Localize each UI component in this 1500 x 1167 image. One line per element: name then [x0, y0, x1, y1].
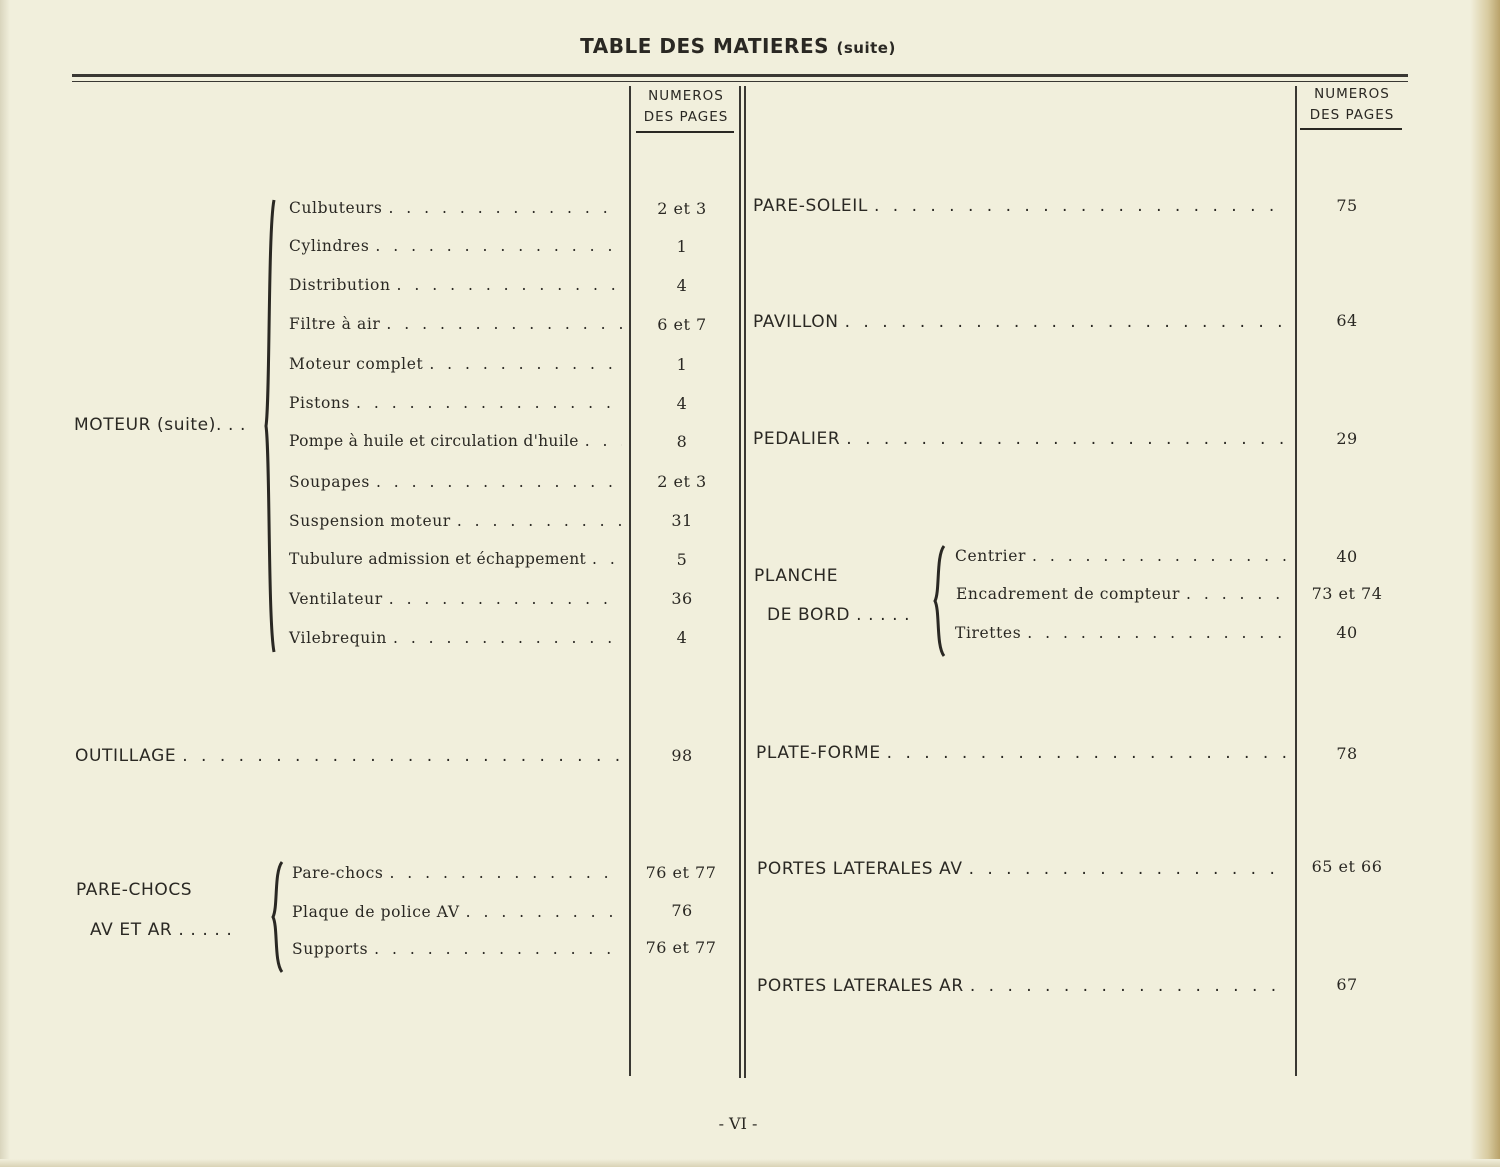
page-number: 1: [676, 237, 688, 256]
toc-entry-plaque-de-police[interactable]: [292, 903, 622, 921]
right-page-column-rule: [1295, 86, 1297, 1076]
entry-label: PLATE-FORME: [756, 743, 881, 763]
planche-group-label-line2: DE BORD . . . . .: [767, 605, 911, 625]
page-edge-left: [0, 0, 10, 1167]
toc-entry-ventilateur[interactable]: [289, 590, 622, 608]
toc-entry-pavillon[interactable]: [753, 312, 1288, 332]
dot-leader: [374, 940, 622, 958]
dot-leader: [457, 512, 622, 530]
dot-leader: [376, 473, 622, 491]
dot-leader: [1186, 585, 1288, 603]
entry-label: Tirettes: [955, 624, 1022, 642]
title-text: TABLE DES MATIERES: [580, 34, 830, 58]
dot-leader: [845, 312, 1288, 332]
entry-label: Pare-chocs: [292, 864, 384, 882]
toc-entry-pare-soleil[interactable]: [753, 196, 1288, 216]
page-number: 6 et 7: [657, 315, 707, 334]
dot-leader: [356, 394, 622, 412]
page-number: 75: [1336, 196, 1358, 215]
parechocs-group-label-line1: PARE-CHOCS: [76, 880, 193, 900]
entry-label: Moteur complet: [289, 355, 424, 373]
header-line-1: NUMEROS: [1314, 86, 1390, 102]
page-number: 76 et 77: [645, 863, 717, 882]
toc-entry-culbuteurs[interactable]: [289, 199, 622, 217]
page-number: 4: [676, 628, 688, 647]
page-number: 76: [671, 901, 693, 920]
page-number: 5: [676, 550, 688, 569]
page-number: 31: [671, 511, 693, 530]
toc-entry-vilebrequin[interactable]: [289, 629, 622, 647]
dot-leader: [429, 355, 622, 373]
moteur-brace: [262, 200, 282, 652]
page-number: 76 et 77: [645, 938, 717, 957]
entry-label: Cylindres: [289, 237, 370, 255]
page-number: 36: [671, 589, 693, 608]
page-number: 67: [1336, 975, 1358, 994]
title-suffix: (suite): [836, 39, 896, 57]
toc-entry-supports[interactable]: [292, 940, 622, 958]
entry-label: Centrier: [955, 547, 1026, 565]
entry-label: PORTES LATERALES AR: [757, 976, 964, 996]
entry-label: Supports: [292, 940, 369, 958]
page-number: 40: [1336, 547, 1358, 566]
dot-leader: [389, 590, 622, 608]
entry-label: PARE-SOLEIL: [753, 196, 868, 216]
toc-entry-tirettes[interactable]: [955, 624, 1288, 642]
dot-leader: [389, 864, 622, 882]
toc-entry-filtre-a-air[interactable]: [289, 315, 622, 333]
dot-leader: [388, 199, 622, 217]
entry-label: PEDALIER: [753, 429, 841, 449]
page-number: 8: [676, 432, 688, 451]
toc-entry-portes-laterales-ar[interactable]: [757, 976, 1288, 996]
dot-leader: [846, 429, 1288, 449]
dot-leader: [970, 976, 1288, 996]
center-divider-left: [739, 86, 741, 1078]
toc-entry-soupapes[interactable]: [289, 473, 622, 491]
page-edge-right: [1470, 0, 1500, 1167]
toc-entry-pedalier[interactable]: [753, 429, 1288, 449]
entry-label: Encadrement de compteur: [956, 585, 1180, 603]
page-number: 29: [1336, 429, 1358, 448]
page-number: 78: [1336, 744, 1358, 763]
toc-entry-tubulure[interactable]: [289, 550, 622, 568]
page-number: 2 et 3: [657, 472, 707, 491]
dot-leader: [585, 432, 622, 450]
entry-label: PORTES LATERALES AV: [757, 859, 963, 879]
right-header-underline: [1300, 128, 1402, 130]
entry-label: Pistons: [289, 394, 351, 412]
left-column-header: [634, 86, 738, 128]
entry-label: Ventilateur: [289, 590, 383, 608]
page-number: 4: [676, 394, 688, 413]
dot-leader: [969, 859, 1288, 879]
dot-leader: [466, 903, 622, 921]
toc-entry-distribution[interactable]: [289, 276, 622, 294]
toc-entry-outillage[interactable]: [75, 746, 622, 766]
toc-entry-encadrement-de-compteur[interactable]: [956, 585, 1288, 603]
top-rule-thick: [72, 74, 1408, 77]
parechocs-brace: [270, 862, 286, 972]
header-line-2: DES PAGES: [1309, 107, 1395, 123]
page-number: 4: [676, 276, 688, 295]
dot-leader: [386, 315, 622, 333]
page-number: 64: [1336, 311, 1358, 330]
dot-leader: [1032, 547, 1288, 565]
entry-label: Distribution: [289, 276, 391, 294]
dot-leader: [592, 550, 622, 568]
left-page-column-rule: [629, 86, 631, 1076]
entry-label: PAVILLON: [753, 312, 839, 332]
dot-leader: [1027, 624, 1288, 642]
toc-entry-moteur-complet[interactable]: [289, 355, 622, 373]
planche-brace: [932, 546, 948, 656]
entry-label: OUTILLAGE: [75, 746, 177, 766]
dot-leader: [182, 746, 622, 766]
dot-leader: [874, 196, 1288, 216]
page-number: 1: [676, 355, 688, 374]
right-column-header: [1298, 84, 1406, 126]
page-number: 98: [671, 746, 693, 765]
entry-label: Filtre à air: [289, 315, 381, 333]
header-line-1: NUMEROS: [648, 88, 724, 104]
entry-label: Soupapes: [289, 473, 370, 491]
dot-leader: [393, 629, 622, 647]
parechocs-group-label-line2: AV ET AR . . . . .: [90, 920, 233, 940]
toc-entry-centrier[interactable]: [955, 547, 1288, 565]
toc-entry-plate-forme[interactable]: [756, 743, 1288, 763]
page-number: 65 et 66: [1311, 857, 1383, 876]
toc-entry-cylindres[interactable]: [289, 237, 622, 255]
page-number: 40: [1336, 623, 1358, 642]
toc-entry-pare-chocs[interactable]: [292, 864, 622, 882]
toc-entry-pistons[interactable]: [289, 394, 622, 412]
entry-label: Tubulure admission et échappement: [289, 550, 587, 568]
dot-leader: [887, 743, 1288, 763]
entry-label: Pompe à huile et circulation d'huile: [289, 432, 579, 450]
page-number: 73 et 74: [1311, 584, 1383, 603]
entry-label: Plaque de police AV: [292, 903, 460, 921]
top-rule-thin: [72, 81, 1408, 82]
planche-group-label-line1: PLANCHE: [754, 566, 839, 586]
center-divider-right: [744, 86, 746, 1078]
page-number-footer: - VI -: [718, 1114, 758, 1133]
toc-entry-portes-laterales-av[interactable]: [757, 859, 1288, 879]
entry-label: Suspension moteur: [289, 512, 451, 530]
entry-label: Culbuteurs: [289, 199, 383, 217]
page-title: [0, 34, 1476, 58]
page-number: 2 et 3: [657, 199, 707, 218]
header-line-2: DES PAGES: [643, 109, 729, 125]
dot-leader: [375, 237, 622, 255]
left-header-underline: [636, 131, 734, 133]
entry-label: Vilebrequin: [289, 629, 387, 647]
dot-leader: [397, 276, 622, 294]
toc-entry-pompe-a-huile[interactable]: [289, 432, 622, 450]
page-edge-bottom: [0, 1159, 1500, 1167]
toc-entry-suspension-moteur[interactable]: [289, 512, 622, 530]
moteur-group-label: MOTEUR (suite). . .: [74, 415, 246, 435]
